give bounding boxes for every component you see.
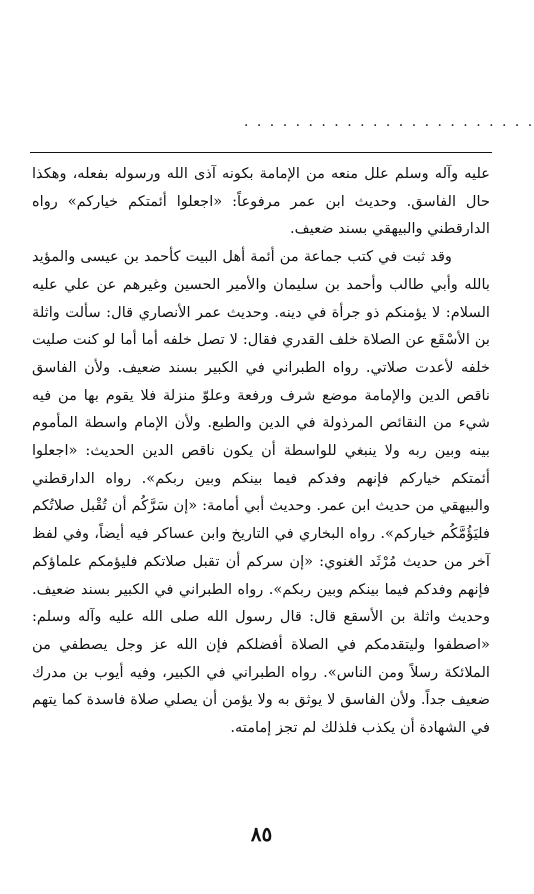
page-body xyxy=(32,160,490,742)
horizontal-rule xyxy=(30,152,492,153)
paragraph: وقد ثبت في كتب جماعة من أئمة أهل البيت كأحمد بن عيسى والمؤيد بالله وأبي طالب وأحمد بن سليمان والأمير الحسين وغيرهم عن علي عليه السلام: لا يؤمنكم ذو جرأة في دينه. وحديث عمر الأنصاري قال: سألت واثلة بن الأسْقَع عن الصلاة خلف القدري فقال: لا تصل خلفه أما أما لو كنت صليت خلفه لأعدت صلاتي. رواه الطبراني في الكبير بسند ضعيف. ولأن الفاسق ناقص الدين والإمامة موضع شرف ورفعة وعلوّ منزلة فلا يقوم بها من فيه شيء من النقائص المرذولة في الدين والطبع. ولأن الإمام واسطة المأموم بينه وبين ربه ولا ينبغي للواسطة أن يكون ناقص الدين الحديث: «اجعلوا أئمتكم خياركم فإنهم وفدكم فيما بينكم وبين ربكم». رواه الدارقطني والبيهقي من حديث ابن عمر. وحديث أبي أمامة: «إن سَرَّكُم أن تُقْبل صلاتُكم فليَؤُمَّكُم خياركم». رواه البخاري في التاريخ وابن عساكر فيه أيضاً، وفي لفظ آخر من حديث مُرْثَد الغنوي: «إن سركم أن تقبل صلاتكم فليؤمكم علماؤكم فإنهم وفدكم فيما بينكم وبين ربكم». رواه الطبراني في الكبير بسند ضعيف. وحديث واثلة بن الأسقع قال: قال رسول الله صلى الله عليه وآله وسلم: «اصطفوا وليتقدمكم في الصلاة أفضلكم فإن الله عز وجل يصطفي من الملائكة رسلاً ومن الناس». رواه الطبراني في الكبير، وفيه أيوب بن مدرك ضعيف جداً. ولأن الفاسق لا يوثق به ولا يؤمن أن يصلي صلاة فاسدة كما يتهم في الشهادة أن يكذب فلذلك لم تجز إمامته. xyxy=(32,248,490,737)
dotted-separator: · · · · · · · · · · · · · · · · · · · · · · · xyxy=(244,118,534,134)
paragraph: عليه وآله وسلم علل منعه من الإمامة بكونه آذى الله ورسوله بفعله، وهكذا حال الفاسق. وحديث ابن عمر مرفوعاً: «اجعلوا أئمتكم خياركم» رواه الدارقطني والبيهقي بسند ضعيف. xyxy=(32,165,490,238)
page-number: ٨٥ xyxy=(250,822,273,846)
